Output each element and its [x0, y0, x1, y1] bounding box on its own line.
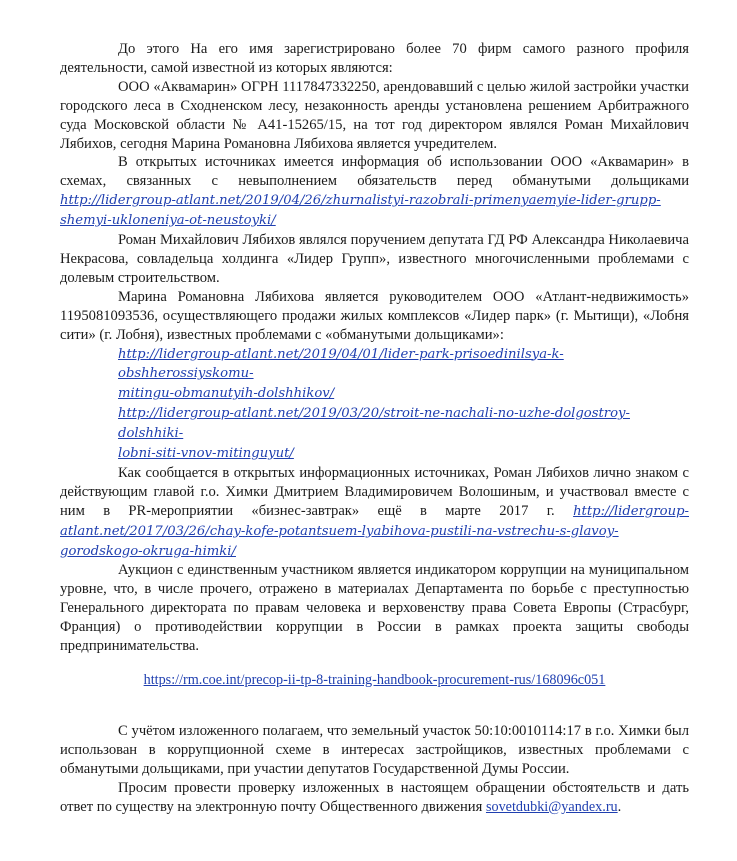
link-block-lider-park: [60, 345, 689, 405]
link-lider-park-part1[interactable]: http://lidergroup-atlant.net/2019/04/01/lider-park-prisoedinilsya-k-obshherossiyskomu-: [118, 346, 564, 382]
link-zhurnalistyi-razobrali[interactable]: http://lidergroup-atlant.net/2019/04/26/zhurnalistyi-razobrali-primenyaemyie-lider-grupp-shemyi-ukloneniya-ot-neustoyki/: [60, 193, 661, 229]
paragraph-request-end: .: [617, 798, 622, 815]
paragraph-request-text: Просим провести проверку изложенных в настоящем обращении обстоятельств и дать ответ по существу на электронную почту Общественного движения: [60, 779, 689, 815]
link-block-coe: [60, 671, 689, 690]
paragraph-voloshin-text: Как сообщается в открытых информационных источниках, Роман Лябихов лично знаком с действующим главой г.о. Химки Дмитрием Владимировичем Волошиным, и участвовал вместе с ним в PR-мероприятии «бизнес-завтрак» ещё в марте 2017 г.: [60, 464, 689, 519]
paragraph-akvamarin: ООО «Аквамарин» ОГРН 1117847332250, арендовавший с целью жилой застройки участки городского леса в Сходненском лесу, незаконность аренды установлена решением Арбитражного суда Московской области № А41-15265/15, на тот год директором являлся Роман Михайлович Лябихов, сегодня Марина Романовна Лябихова является учредителем.: [60, 78, 689, 152]
paragraph-atlant-nedvizhimost: Марина Романовна Лябихова является руководителем ООО «Атлант-недвижимость» 1195081093536, осуществляющего продажи жилых комплексов «Лидер парк» (г. Мытищи), «Лобня сити» (г. Лобня), известных проблемами с «обманутыми дольщиками»:: [60, 288, 689, 343]
email-link[interactable]: sovetdubki@yandex.ru: [485, 798, 618, 815]
paragraph-auction-corruption: Аукцион с единственным участником является индикатором коррупции на муниципальном уровне, что, в числе прочего, отражено в материалах Департамента по борьбе с преступностью Генерального директората по правам человека и верховенству права Совета Европы (Страсбург, Франция) о противодействии коррупции в России в рамках проекта защиты свободы предпринимательства.: [60, 562, 689, 655]
link-lobnya-siti-part2[interactable]: lobni-siti-vnov-mitinguyut/: [118, 446, 294, 462]
link-block-lobnya-siti: [60, 404, 689, 464]
paragraph-lyabikhov-nekrasov: Роман Михайлович Лябихов являлся поручением депутата ГД РФ Александра Николаевича Некрасова, совладельца холдинга «Лидер Групп», известного многочисленными проблемами с долевым строительством.: [60, 232, 689, 286]
link-lobnya-siti-part1[interactable]: http://lidergroup-atlant.net/2019/03/20/stroit-ne-nachali-no-uzhe-dolgostroy-dolshhiki-: [118, 406, 630, 442]
paragraph-conclusion: С учётом изложенного полагаем, что земельный участок 50:10:0010114:17 в г.о. Химки был использован в коррупционной схеме в интересах застройщиков, известных проблемами с обманутыми дольщиками, при участии депутатов Государственной Думы России.: [60, 723, 689, 777]
link-coe-handbook[interactable]: https://rm.coe.int/precop-ii-tp-8-training-handbook-procurement-rus/168096c051: [143, 671, 606, 688]
paragraph-voloshin: [60, 464, 689, 562]
paragraph-request: [60, 779, 689, 817]
paragraph-gap: [60, 704, 689, 722]
link-chay-kofe[interactable]: http://lidergroup-atlant.net/2017/03/26/chay-kofe-potantsuem-lyabihova-pustili-na-vstrechu-s-glavoy-gorodskogo-okruga-himki/: [60, 503, 689, 559]
paragraph-open-sources: [60, 153, 689, 231]
link-lider-park-part2[interactable]: mitingu-obmanutyih-dolshhikov/: [118, 386, 335, 402]
paragraph-intro: До этого На его имя зарегистрировано более 70 фирм самого разного профиля деятельности, самой известной из которых являются:: [60, 41, 689, 76]
paragraph-open-sources-text: В открытых источниках имеется информация об использовании ООО «Аквамарин» в схемах, связанных с невыполнением обязательств перед обманутыми дольщиками: [60, 154, 689, 190]
